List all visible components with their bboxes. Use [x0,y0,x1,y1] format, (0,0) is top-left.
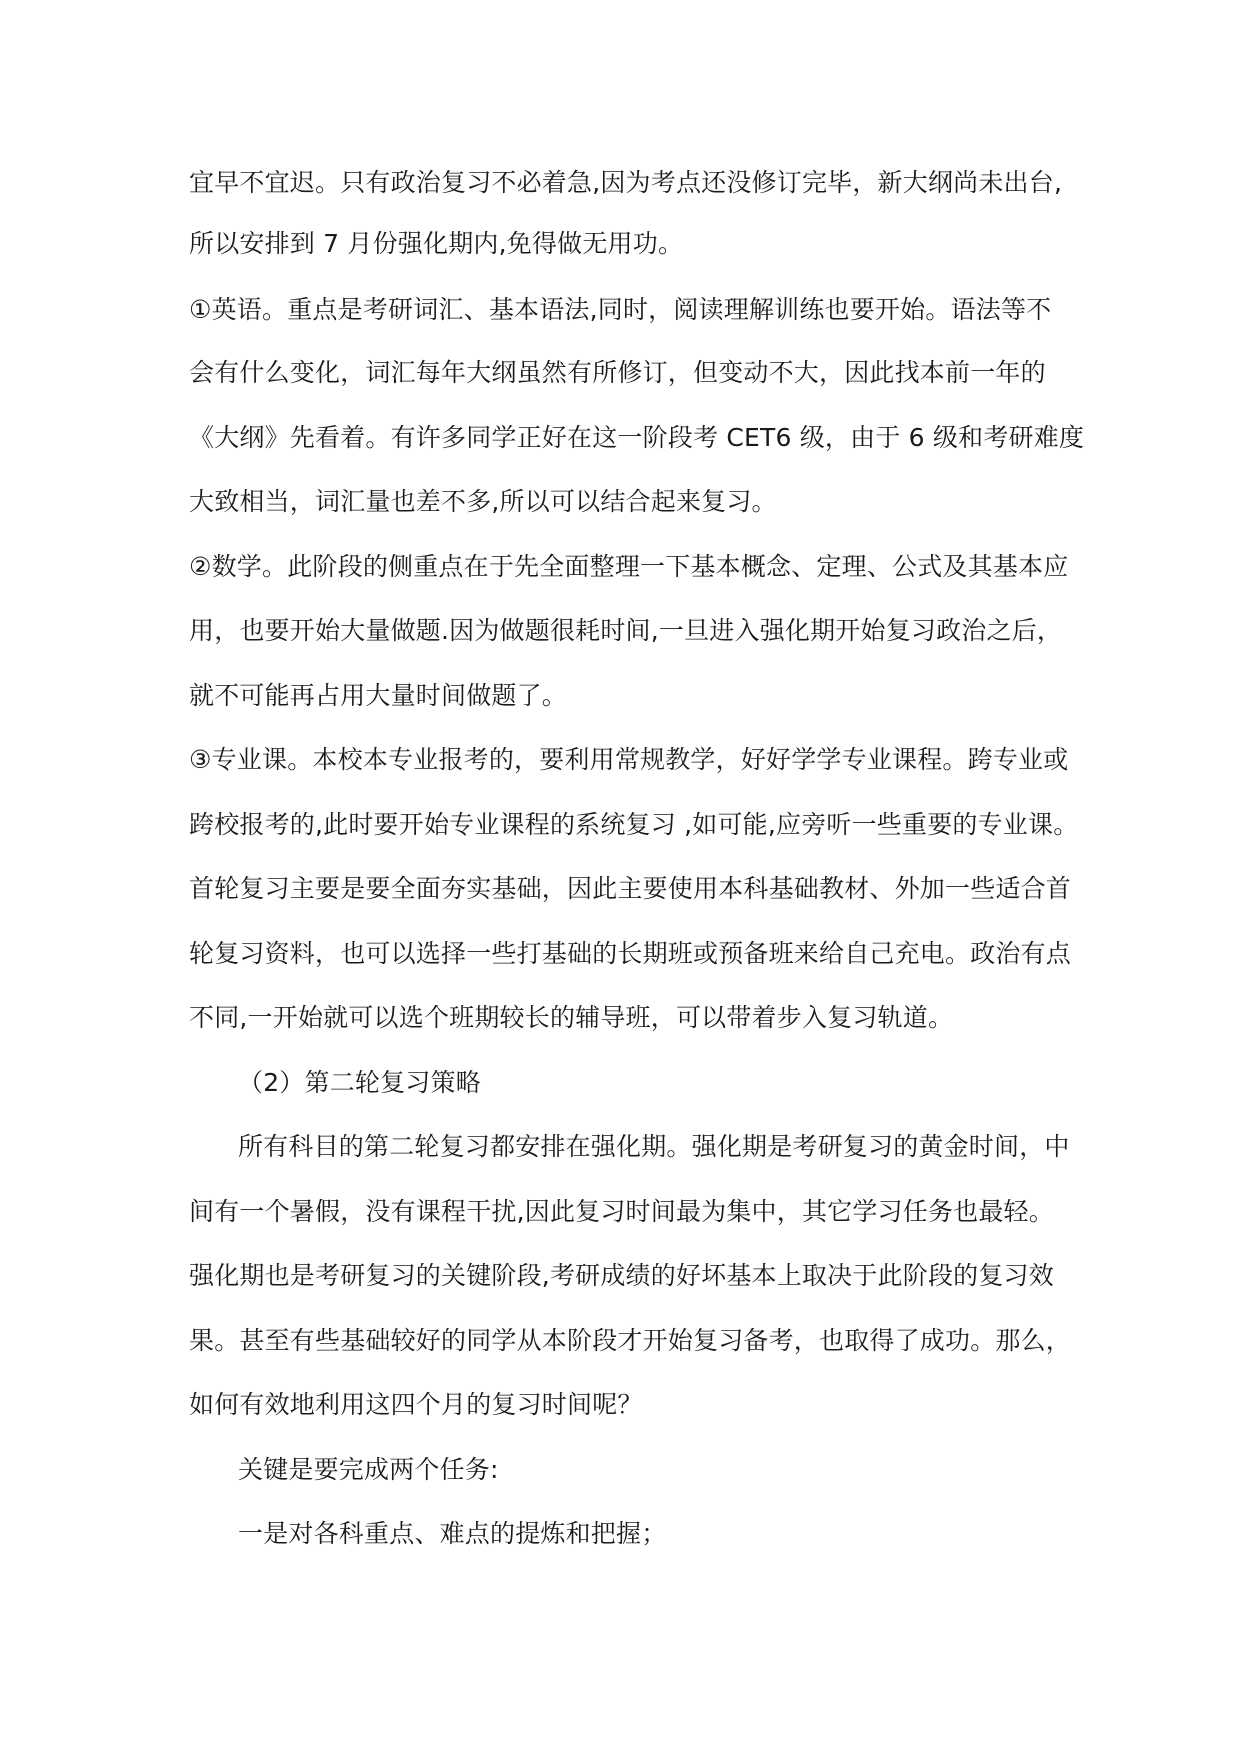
body-text-line: ②数学。此阶段的侧重点在于先全面整理一下基本概念、定理、公式及其基本应 [189,552,1069,581]
body-text-line: 强化期也是考研复习的关键阶段,考研成绩的好坏基本上取决于此阶段的复习效 [189,1261,1054,1290]
section-heading: （2）第二轮复习策略 [238,1068,481,1097]
body-text-line: 大致相当，词汇量也差不多,所以可以结合起来复习。 [189,487,777,516]
body-text-line: 首轮复习主要是要全面夯实基础，因此主要使用本科基础教材、外加一些适合首 [189,874,1072,903]
body-text-line: 关键是要完成两个任务: [238,1455,499,1484]
body-text-line: 间有一个暑假，没有课程干扰,因此复习时间最为集中，其它学习任务也最轻。 [189,1197,1054,1226]
body-text-line: 果。甚至有些基础较好的同学从本阶段才开始复习备考，也取得了成功。那么， [189,1326,1072,1355]
body-text-line: 所有科目的第二轮复习都安排在强化期。强化期是考研复习的黄金时间，中 [238,1132,1070,1161]
body-text-line: 所以安排到 7 月份强化期内,免得做无用功。 [189,229,684,258]
body-text-line: 宜早不宜迟。只有政治复习不必着急,因为考点还没修订完毕，新大纲尚未出台, [189,168,1063,197]
body-text-line: ①英语。重点是考研词汇、基本语法,同时，阅读理解训练也要开始。语法等不 [189,295,1052,324]
body-text-line: 如何有效地利用这四个月的复习时间呢？ [189,1390,643,1419]
body-text-line: ③专业课。本校本专业报考的，要利用常规教学，好好学学专业课程。跨专业或 [189,745,1069,774]
body-text-line: 跨校报考的,此时要开始专业课程的系统复习 ,如可能,应旁听一些重要的专业课。 [189,810,1079,839]
body-text-line: 就不可能再占用大量时间做题了。 [189,681,568,710]
body-text-line: 一是对各科重点、难点的提炼和把握； [238,1519,667,1548]
body-text-line: 轮复习资料，也可以选择一些打基础的长期班或预备班来给自己充电。政治有点 [189,939,1072,968]
body-text-line: 《大纲》先看着。有许多同学正好在这一阶段考 CET6 级，由于 6 级和考研难度 [189,423,1085,452]
body-text-line: 用，也要开始大量做题.因为做题很耗时间,一旦进入强化期开始复习政治之后， [189,616,1063,645]
body-text-line: 不同,一开始就可以选个班期较长的辅导班，可以带着步入复习轨道。 [189,1003,954,1032]
body-text-line: 会有什么变化，词汇每年大纲虽然有所修订，但变动不大，因此找本前一年的 [189,358,1046,387]
